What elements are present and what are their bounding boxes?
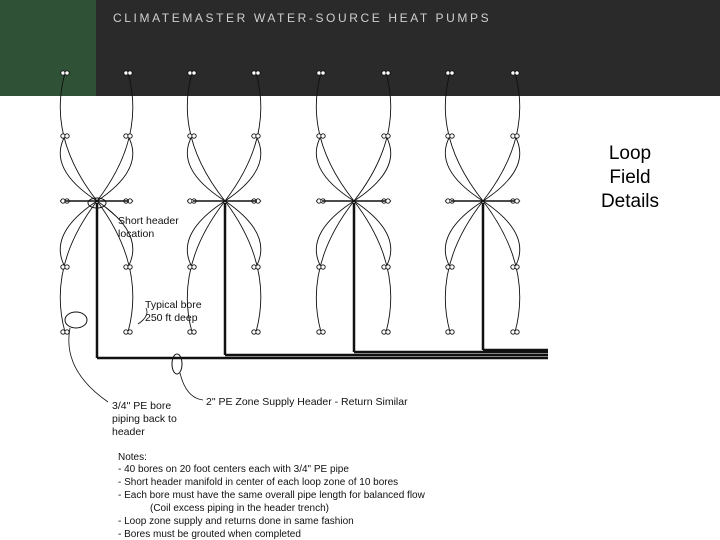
note-item: - 40 bores on 20 foot centers each with 3/4" PE pipe [118, 464, 349, 475]
side-title-line: Loop [608, 143, 652, 164]
bore-pipe [187, 136, 225, 201]
bore-field [60, 71, 520, 334]
note-item: - Bores must be grouted when completed [118, 529, 301, 540]
bore-icon [511, 71, 519, 75]
note-item: - Each bore must have the same overall pipe length for balanced flow [118, 490, 425, 501]
typical-bore-label-line: 250 ft deep [145, 312, 198, 324]
bore-pipe [60, 136, 97, 201]
pe-bore-marker [65, 312, 87, 328]
pe-bore-label-line: piping back to [112, 413, 177, 425]
bore-icon [124, 134, 132, 138]
bore-icon [61, 134, 69, 138]
bore-pipe [483, 201, 520, 267]
bore-pipe [60, 201, 97, 267]
pe-bore-label-line: header [112, 426, 145, 438]
bore-icon [317, 71, 325, 75]
short-header-label-line: location [118, 228, 155, 240]
bore-pipe [354, 136, 391, 201]
bore-pipe [316, 201, 354, 267]
side-title-line: Field [609, 167, 651, 188]
pe-bore-label-line: 3/4" PE bore [112, 400, 172, 412]
bore-icon [188, 134, 196, 138]
bore-pipe [97, 136, 133, 201]
bore-icon [61, 71, 69, 75]
bore-icon [188, 71, 196, 75]
bore-pipe [187, 201, 225, 267]
bore-pipe [483, 136, 520, 201]
bore-icon [446, 134, 454, 138]
bore-icon [61, 330, 69, 334]
bore-pipe [316, 136, 354, 201]
bore-icon [382, 265, 390, 269]
header-title: CLIMATEMASTER WATER-SOURCE HEAT PUMPS [113, 11, 492, 25]
bore-pipe [445, 136, 483, 201]
bore-icon [252, 265, 260, 269]
bore-pipe [354, 201, 391, 267]
short-header-label-line: Short header [118, 215, 179, 227]
bore-icon [188, 330, 196, 334]
bore-icon [317, 265, 325, 269]
pe-bore-leader [69, 328, 108, 402]
short-header-leader [104, 206, 118, 218]
bore-icon [317, 330, 325, 334]
bore-pipe [445, 201, 483, 267]
zone-supply-label: 2" PE Zone Supply Header - Return Similar [206, 396, 408, 408]
bore-icon [252, 330, 260, 334]
typical-bore-label-line: Typical bore [145, 299, 202, 311]
bore-icon [188, 265, 196, 269]
note-item: (Coil excess piping in the header trench) [150, 503, 329, 514]
bore-icon [382, 71, 390, 75]
note-item: - Loop zone supply and returns done in same fashion [118, 516, 354, 527]
note-item: - Short header manifold in center of each loop zone of 10 bores [118, 477, 399, 488]
bore-pipe [225, 136, 261, 201]
bore-icon [382, 330, 390, 334]
bore-icon [446, 71, 454, 75]
bore-icon [446, 330, 454, 334]
bore-icon [252, 134, 260, 138]
bore-icon [252, 71, 260, 75]
bore-icon [446, 265, 454, 269]
side-title-line: Details [600, 191, 660, 212]
bore-icon [317, 134, 325, 138]
bore-icon [382, 134, 390, 138]
bore-icon [511, 134, 519, 138]
bore-icon [124, 71, 132, 75]
bore-icon [124, 330, 132, 334]
bore-icon [124, 265, 132, 269]
bore-icon [61, 265, 69, 269]
bore-pipe [225, 201, 261, 267]
zone-supply-leader [180, 373, 203, 400]
notes-heading: Notes: [118, 452, 147, 463]
bore-icon [511, 330, 519, 334]
bore-icon [511, 265, 519, 269]
